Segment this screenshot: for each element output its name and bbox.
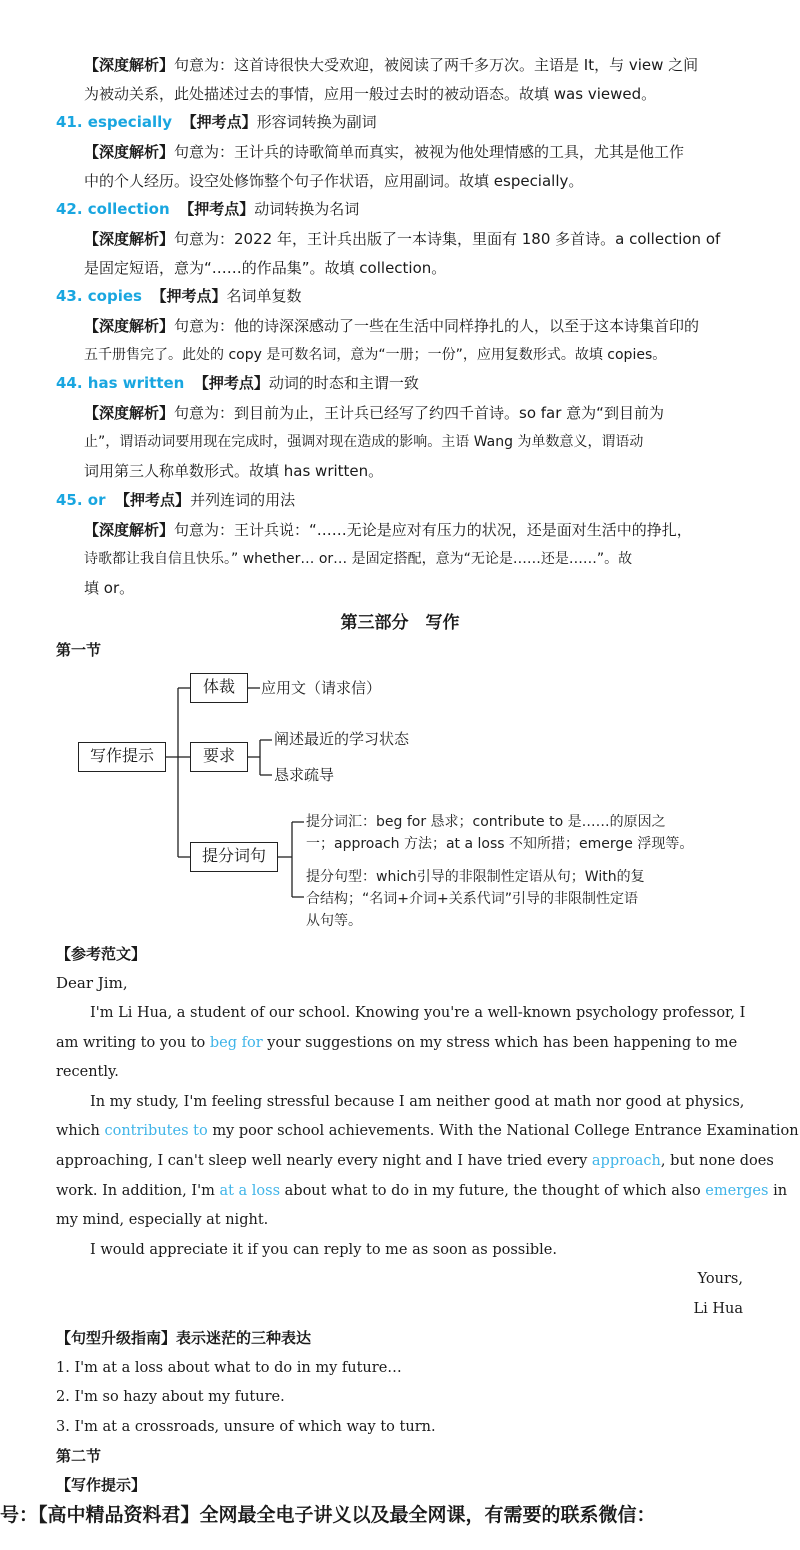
answer-44: 44. has written 【押考点】动词的时态和主谓一致 xyxy=(56,374,419,392)
essay-line: In my study, I'm feeling stressful because I am neither good at math nor good at physics, xyxy=(90,1094,745,1110)
mindmap-node-requirement: 要求 xyxy=(190,742,248,772)
answer-43: 43. copies 【押考点】名词单复数 xyxy=(56,287,302,305)
section1-label: 第一节 xyxy=(56,641,102,659)
explanation-line: 诗歌都让我自信且快乐。” whether… or… 是固定搭配，意为“无论是……还是……”。故 xyxy=(84,551,633,567)
essay-line: work. In addition, I'm at a loss about what to do in my future, the thought of which also emerges in xyxy=(56,1183,788,1199)
explanation-line: 为被动关系，此处描述过去的事情，应用一般过去时的被动语态。故填 was viewed。 xyxy=(84,85,657,103)
essay-line: approaching, I can't sleep well nearly every night and I have tried every approach, but none does xyxy=(56,1153,774,1169)
guide-heading: 【句型升级指南】表示迷茫的三种表达 xyxy=(56,1329,312,1347)
mindmap-node-genre: 体裁 xyxy=(190,673,248,703)
writing-hint-heading: 【写作提示】 xyxy=(56,1476,147,1494)
explanation-line: 【深度解析】句意为：这首诗很快大受欢迎，被阅读了两千多万次。主语是 It，与 view 之间 xyxy=(84,56,699,74)
essay-line: my mind, especially at night. xyxy=(56,1212,269,1228)
mindmap-leaf: 从句等。 xyxy=(306,913,362,929)
explanation-line: 填 or。 xyxy=(84,579,135,597)
explanation-line: 中的个人经历。设空处修饰整个句子作状语，应用副词。故填 especially。 xyxy=(84,172,584,190)
mindmap-leaf: 应用文（请求信） xyxy=(261,679,382,697)
explanation-line: 五千册售完了。此处的 copy 是可数名词，意为“一册；一份”，应用复数形式。故填 copies。 xyxy=(84,347,667,363)
mindmap-leaf: 提分词汇：beg for 恳求；contribute to 是……的原因之 xyxy=(306,814,666,830)
explanation-line: 词用第三人称单数形式。故填 has written。 xyxy=(84,462,384,480)
essay-closing: Yours, xyxy=(697,1271,743,1287)
section2-label: 第二节 xyxy=(56,1447,102,1465)
essay-line: I would appreciate it if you can reply to me as soon as possible. xyxy=(90,1242,557,1258)
essay-heading: 【参考范文】 xyxy=(56,945,147,963)
explanation-line: 【深度解析】句意为：王计兵说：“……无论是应对有压力的状况，还是面对生活中的挣扎， xyxy=(84,521,692,539)
explanation-line: 【深度解析】句意为：他的诗深深感动了一些在生活中同样挣扎的人，以至于这本诗集首印的 xyxy=(84,317,700,335)
explanation-line: 【深度解析】句意为：到目前为止，王计兵已经写了约四千首诗。so far 意为“到目前为 xyxy=(84,404,664,422)
mindmap-leaf: 提分句型：which引导的非限制性定语从句；With的复 xyxy=(306,869,645,885)
explanation-line: 【深度解析】句意为：王计兵的诗歌简单而真实，被视为他处理情感的工具，尤其是他工作 xyxy=(84,143,685,161)
explanation-line: 是固定短语，意为“……的作品集”。故填 collection。 xyxy=(84,259,447,277)
mindmap-leaf: 一；approach 方法；at a loss 不知所措；emerge 浮现等。 xyxy=(306,836,694,852)
mindmap-leaf: 合结构；“名词+介词+关系代词”引导的非限制性定语 xyxy=(306,891,638,907)
explanation-line: 【深度解析】句意为：2022 年，王计兵出版了一本诗集，里面有 180 多首诗。a collection of xyxy=(84,230,721,248)
mindmap-leaf: 阐述最近的学习状态 xyxy=(274,730,410,748)
answer-45: 45. or 【押考点】并列连词的用法 xyxy=(56,491,296,509)
mindmap-root: 写作提示 xyxy=(78,742,166,772)
guide-item: 1. I'm at a loss about what to do in my future… xyxy=(56,1360,402,1376)
guide-item: 3. I'm at a crossroads, unsure of which way to turn. xyxy=(56,1419,436,1435)
footer-banner: 号：【高中精品资料君】全网最全电子讲义以及最全网课，有需要的联系微信： xyxy=(0,1504,656,1526)
answer-41: 41. especially 【押考点】形容词转换为副词 xyxy=(56,113,377,131)
mindmap-node-phrases: 提分词句 xyxy=(190,842,278,872)
essay-line: I'm Li Hua, a student of our school. Knowing you're a well-known psychology professor, I xyxy=(90,1005,746,1021)
guide-item: 2. I'm so hazy about my future. xyxy=(56,1389,285,1405)
answer-42: 42. collection 【押考点】动词转换为名词 xyxy=(56,200,360,218)
essay-line: am writing to you to beg for your suggestions on my stress which has been happening to me xyxy=(56,1035,738,1051)
essay-signature: Li Hua xyxy=(693,1301,743,1317)
part3-title: 第三部分 写作 xyxy=(340,613,460,633)
essay-line: which contributes to my poor school achievements. With the National College Entrance Examination xyxy=(56,1123,799,1139)
explanation-line: 止”，谓语动词要用现在完成时，强调对现在造成的影响。主语 Wang 为单数意义，谓语动 xyxy=(84,434,644,450)
mindmap-leaf: 恳求疏导 xyxy=(274,766,335,784)
essay-greeting: Dear Jim, xyxy=(56,974,128,992)
essay-line: recently. xyxy=(56,1064,119,1080)
